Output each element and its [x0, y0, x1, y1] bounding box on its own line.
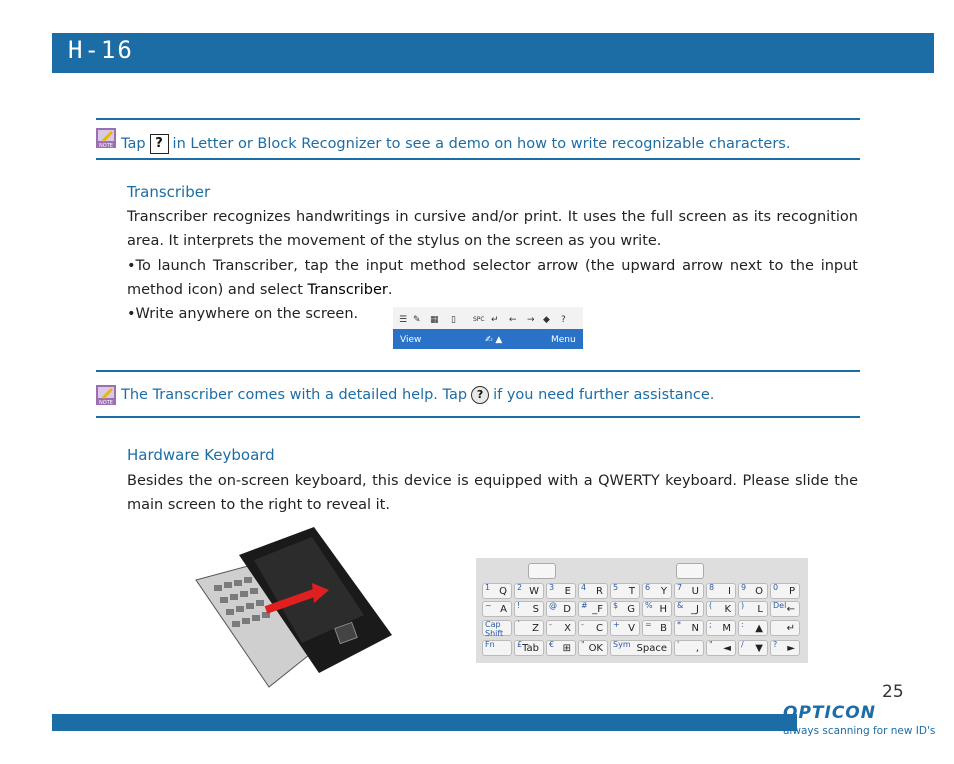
left-softkey-icon — [528, 563, 556, 579]
bullet-launch-end: . — [387, 282, 393, 298]
note-1 — [121, 134, 790, 154]
svg-text:✎: ✎ — [413, 315, 421, 325]
transcriber-bullet-write: •Write anywhere on the screen. — [127, 306, 359, 322]
svg-text:SPC: SPC — [473, 316, 485, 323]
key-space: Sym Space — [610, 640, 672, 656]
key-: Del ← — [770, 601, 800, 617]
transcriber-bullet-launch — [127, 254, 858, 302]
qwerty-keyboard-illustration — [476, 558, 808, 663]
footer-band — [52, 714, 797, 731]
right-softkey-icon — [676, 563, 704, 579]
brand-tagline: always scanning for new ID's — [783, 725, 936, 737]
note-icon — [96, 128, 116, 148]
key-m: ; M — [706, 620, 736, 636]
bullet-launch-bold: Transcriber — [307, 282, 388, 298]
svg-text:▯: ▯ — [451, 315, 456, 325]
transcriber-body: Transcriber recognizes handwritings in cursive and/or print. It uses the full screen as its recognition area. It interprets the movement of the stylus on the screen as you write. — [127, 209, 858, 249]
note-1-before: Tap — [121, 136, 146, 152]
key-p: 0 P — [770, 583, 800, 599]
toolbar-view-label: View — [400, 335, 422, 345]
key-l: ) L — [738, 601, 768, 617]
help-question-icon: ? — [150, 134, 169, 154]
svg-text:✍ ▲: ✍ ▲ — [485, 335, 503, 345]
key-b: = B — [642, 620, 672, 636]
note-2-after: if you need further assistance. — [493, 387, 715, 403]
note2-rule-top — [96, 370, 860, 372]
key-y: 6 Y — [642, 583, 672, 599]
page-number: 25 — [882, 682, 904, 702]
svg-text:▦: ▦ — [430, 315, 439, 325]
key-h: % H — [642, 601, 672, 617]
key-z: ` Z — [514, 620, 544, 636]
key-e: 3 E — [546, 583, 576, 599]
transcriber-heading: Transcriber — [127, 183, 211, 201]
key-v: + V — [610, 620, 640, 636]
key-: ↵ — [770, 620, 800, 636]
key-k: ( K — [706, 601, 736, 617]
svg-text:←: ← — [509, 315, 517, 325]
key-q: 1 Q — [482, 583, 512, 599]
key-x: - X — [546, 620, 576, 636]
bullet-launch-text: •To launch Transcriber, tap the input method selector arrow (the upward arrow next to the input method icon) and select — [127, 258, 858, 298]
note-icon — [96, 385, 116, 405]
key-: : ▲ — [738, 620, 768, 636]
note-rule-bottom — [96, 158, 860, 160]
help-question-circle-icon: ? — [471, 386, 489, 404]
note-2-before: The Transcriber comes with a detailed help. Tap — [121, 387, 468, 403]
svg-text:→: → — [527, 315, 535, 325]
device-slide-illustration — [194, 525, 394, 690]
svg-text:☰: ☰ — [399, 315, 408, 325]
barcode-logo — [727, 36, 932, 69]
toolbar-menu-label: Menu — [551, 335, 576, 345]
svg-text:NOTE: NOTE — [99, 143, 113, 148]
key-i: 8 I — [706, 583, 736, 599]
key-c: - C — [578, 620, 608, 636]
key-fn: Fn — [482, 640, 512, 656]
key-tab: £ Tab — [514, 640, 544, 656]
note-1-after: in Letter or Block Recognizer to see a demo on how to write recognizable characters. — [172, 136, 791, 152]
svg-text:?: ? — [561, 315, 566, 325]
key-: € ⊞ — [546, 640, 576, 656]
svg-text:◆: ◆ — [543, 315, 550, 325]
key-: ? ► — [770, 640, 800, 656]
svg-text:NOTE: NOTE — [99, 400, 113, 405]
key-s: ! S — [514, 601, 544, 617]
key-j: & _J — [674, 601, 704, 617]
key-o: 9 O — [738, 583, 768, 599]
note2-rule-bottom — [96, 416, 860, 418]
svg-text:↵: ↵ — [491, 315, 499, 325]
hardware-heading: Hardware Keyboard — [127, 446, 275, 464]
key-ok: " OK — [578, 640, 608, 656]
key-n: * N — [674, 620, 704, 636]
key-r: 4 R — [578, 583, 608, 599]
note-2 — [121, 386, 714, 404]
note-rule-top — [96, 118, 860, 120]
key-w: 2 W — [514, 583, 544, 599]
key-: ' , — [674, 640, 704, 656]
section-code: H-16 — [68, 36, 134, 64]
key-d: @ D — [546, 601, 576, 617]
key-t: 5 T — [610, 583, 640, 599]
input-toolbar-screenshot — [393, 307, 583, 349]
key-f: # _F — [578, 601, 608, 617]
key-a: ~ A — [482, 601, 512, 617]
key-capshift: Cap Shift — [482, 620, 512, 636]
key-: / ▼ — [738, 640, 768, 656]
brand-logo: OPTICON — [783, 703, 876, 723]
hardware-body: Besides the on-screen keyboard, this device is equipped with a QWERTY keyboard. Please slide the main screen to the right to reveal it. — [127, 473, 858, 513]
key-g: $ G — [610, 601, 640, 617]
key-u: 7 U — [674, 583, 704, 599]
key-: " ◄ — [706, 640, 736, 656]
